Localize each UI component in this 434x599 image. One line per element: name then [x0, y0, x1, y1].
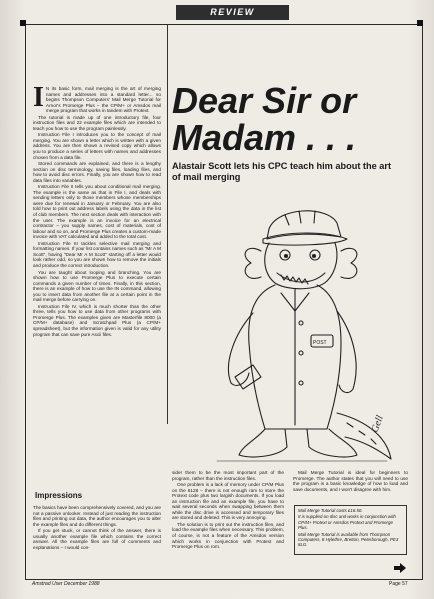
- paragraph: One problem is a lack of memory under CP/M Plus on the 6128 – there is not enough ram to store the Protext code plus two largish documents. If you load an instruction file and an example file, you have to wait several seconds when swapping between them while the disc drive is accessed and temporary files are stored and deleted. This is very annoying.: [172, 482, 284, 521]
- article-column-1b: [33, 505, 161, 551]
- paragraph: Instruction File III tackles selective mail merging and formatting names. If your list contains names such as "Mr A M Scott", having "Dear Mr A M Scott" starting off a letter would look rather odd, so you are shown how to remove the initials and produce the correct introduction.: [33, 240, 162, 268]
- intro-paragraph: I N its basic form, mail merging is the art of merging names and addresses into a standard letter... so begins Thompson Computers' Mail Merge Tutorial for Arnor's Promerge Plus – the CP/M+ or Amsdos mail merge program that works in tandem with Protext.: [33, 82, 161, 114]
- svg-text:POST: POST: [313, 340, 327, 346]
- article-column-3: [293, 470, 408, 493]
- column-rule: [167, 24, 168, 424]
- article-column-2: [172, 470, 284, 551]
- paragraph: Stored commands are explained, and there is a lengthy section on disc terminology, saving files, loading files, and how to avoid disc errors. Finally, you are shown how to read data files into variables.: [33, 161, 161, 183]
- headline-line-2: Madam . . .: [172, 117, 357, 158]
- drop-cap: I: [33, 82, 44, 113]
- paragraph: sider them to be the most important part of the program, rather than the instruction files.: [172, 470, 284, 481]
- page-number: Page 57: [389, 581, 408, 587]
- standfirst: Alastair Scott lets his CPC teach him about the art of mail merging: [172, 161, 392, 182]
- end-arrow-icon: [394, 563, 406, 573]
- price-line: Mail Merge Tutorial costs £16.50.: [298, 508, 363, 513]
- headline: [172, 82, 412, 156]
- impressions-heading: Impressions: [35, 491, 83, 500]
- product-info-box: [294, 505, 407, 555]
- section-label: REVIEW: [176, 5, 289, 20]
- paragraph: If you get stuck, or cannot think of the answer, there is usually another example file which contains the correct answer. All the example files are full of comments and explanations – I would con-: [33, 528, 161, 550]
- cartoon-alligator-postman-icon: [177, 193, 413, 469]
- paragraph: The basics have been comprehensively covered, and you are not a passive onlooker. Instead of just reading the instruction files and printing out data, the author encourages you to alter the example files and do different things.: [33, 505, 161, 527]
- paragraph: Instruction File IV, which is much shorter than the other three, tells you how to use data from other programs with Promerge Plus. The examples given are Masterfile 8000 (a CP/M+ database) and Scratchpad Plus (a CP/M+ spreadsheet), but the information given is valid for any utility program that can save pure Ascii files.: [33, 303, 161, 337]
- paragraph: Instruction File II tells you about conditional mail merging. The example is the same as that in File I, and deals with sending letters only to those members whose memberships were due for renewal in January or February. You are also told how to print out address labels using the data in the list of club members. The next section deals with interaction with the user. The example is an invoice for an electrical contractor – you supply names, cost of materials, cost of labour and so on, and Promerge Plus creates a custom-made invoice with VAT calculated and added to the total cost.: [33, 184, 161, 240]
- paragraph: The solution is to print out the instruction files, and load the example files when necessary. This problem, of course, is not a feature of the Amsdos version which works in conjunction with Protext and Promerge Plus on rom.: [172, 521, 284, 550]
- magazine-footer: Amstrad User December 1988: [32, 581, 100, 587]
- paragraph: The tutorial is made up of one introductory file, four instruction files and 22 example files which are intended to teach you how to use the program painlessly.: [33, 114, 161, 131]
- availability-line: Mail Merge Tutorial is available from Thompson Computers, 8 Hylethre, Bretton, Peterborough, PE3 8LG.: [298, 531, 399, 548]
- corner-mark: [417, 20, 423, 26]
- paragraph: You are taught about looping and branching. You are shown how to use Promerge Plus to execute certain commands a given number of times. Finally, in this section, there is an example of how to use the IN command, allowing you to insert data from another file at a certain point in the mail merge before carrying on.: [33, 269, 161, 303]
- headline-line-1: Dear Sir or: [172, 80, 357, 121]
- artist-signature: Gell: [369, 414, 386, 435]
- article-column-1: [33, 82, 162, 338]
- paragraph: Mail Merge Tutorial is ideal for beginners to Promerge. The author states that you will need to use the program is a basic knowledge of how to load and save documents, and I won't disagree with him.: [293, 470, 408, 492]
- corner-mark: [20, 20, 26, 26]
- paragraph: Instruction File I introduces you to the concept of mail merging. You are shown a letter which is written with a given address. You are then shown a revised copy which allows you to produce a series of letters with names and addresses chosen from a data file.: [33, 132, 161, 160]
- compatibility-line: It is supplied on disc and works in conjunction with CP/M+ Protext or Amsdos Protext and Promerge Plus.: [298, 514, 396, 531]
